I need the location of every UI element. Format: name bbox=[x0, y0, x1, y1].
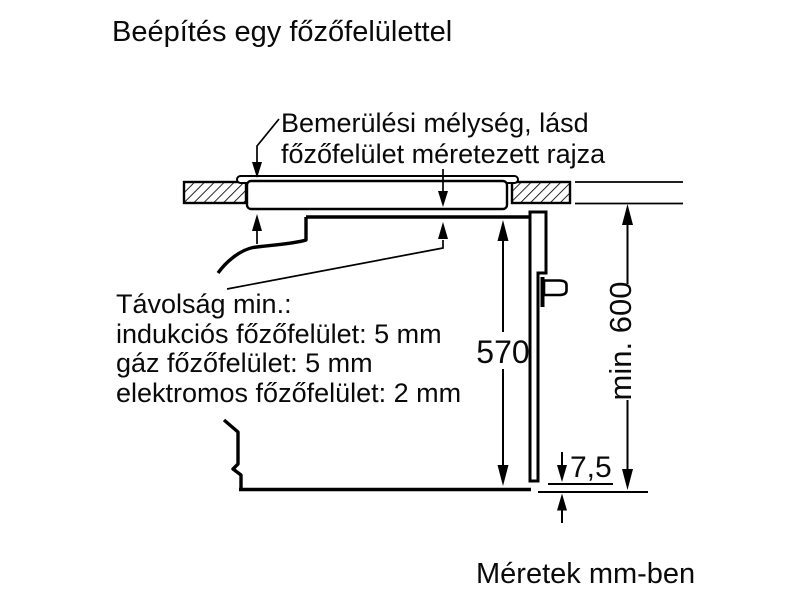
dim-label-min-600: min. 600 bbox=[603, 281, 638, 401]
dim-75-arrowhead-down bbox=[557, 465, 567, 482]
min-distance-line1: Távolság min.: bbox=[116, 289, 292, 319]
door-handle bbox=[544, 281, 567, 296]
immersion-depth-callout bbox=[281, 108, 605, 170]
cabinet-break-edge-top bbox=[218, 217, 306, 273]
dim-label-570: 570 bbox=[476, 334, 530, 370]
cabinet-break-edge-bottom bbox=[224, 420, 241, 488]
dim-75-arrowhead-up bbox=[557, 494, 567, 511]
immersion-depth-line2: főzőfelület méretezett rajza bbox=[281, 139, 606, 169]
dim-570-arrowhead-down bbox=[498, 465, 509, 486]
distance-right-arrowhead bbox=[438, 222, 448, 239]
min-distance-line3: gáz főzőfelület: 5 mm bbox=[116, 348, 373, 378]
min-distance-line4: elektromos főzőfelület: 2 mm bbox=[116, 377, 462, 408]
page-title: Beépítés egy főzőfelülettel bbox=[112, 16, 453, 48]
dim-label-7-5: 7,5 bbox=[570, 451, 612, 484]
worktop-right-section bbox=[512, 182, 570, 203]
dim-600-arrowhead-up bbox=[622, 204, 633, 225]
dim-570-arrowhead-up bbox=[498, 220, 509, 241]
min-distance-callout bbox=[116, 290, 461, 408]
immersion-depth-line1: Bemerülési mélység, lásd bbox=[281, 108, 589, 138]
cooktop-body bbox=[247, 181, 507, 209]
dim-600-arrowhead-down bbox=[622, 469, 633, 490]
units-note: Méretek mm-ben bbox=[476, 558, 696, 590]
worktop-left-section bbox=[184, 182, 246, 203]
immersion-leader-line bbox=[257, 119, 279, 166]
distance-left-arrowhead bbox=[252, 214, 262, 231]
min-distance-line2: indukciós főzőfelület: 5 mm bbox=[116, 318, 442, 349]
